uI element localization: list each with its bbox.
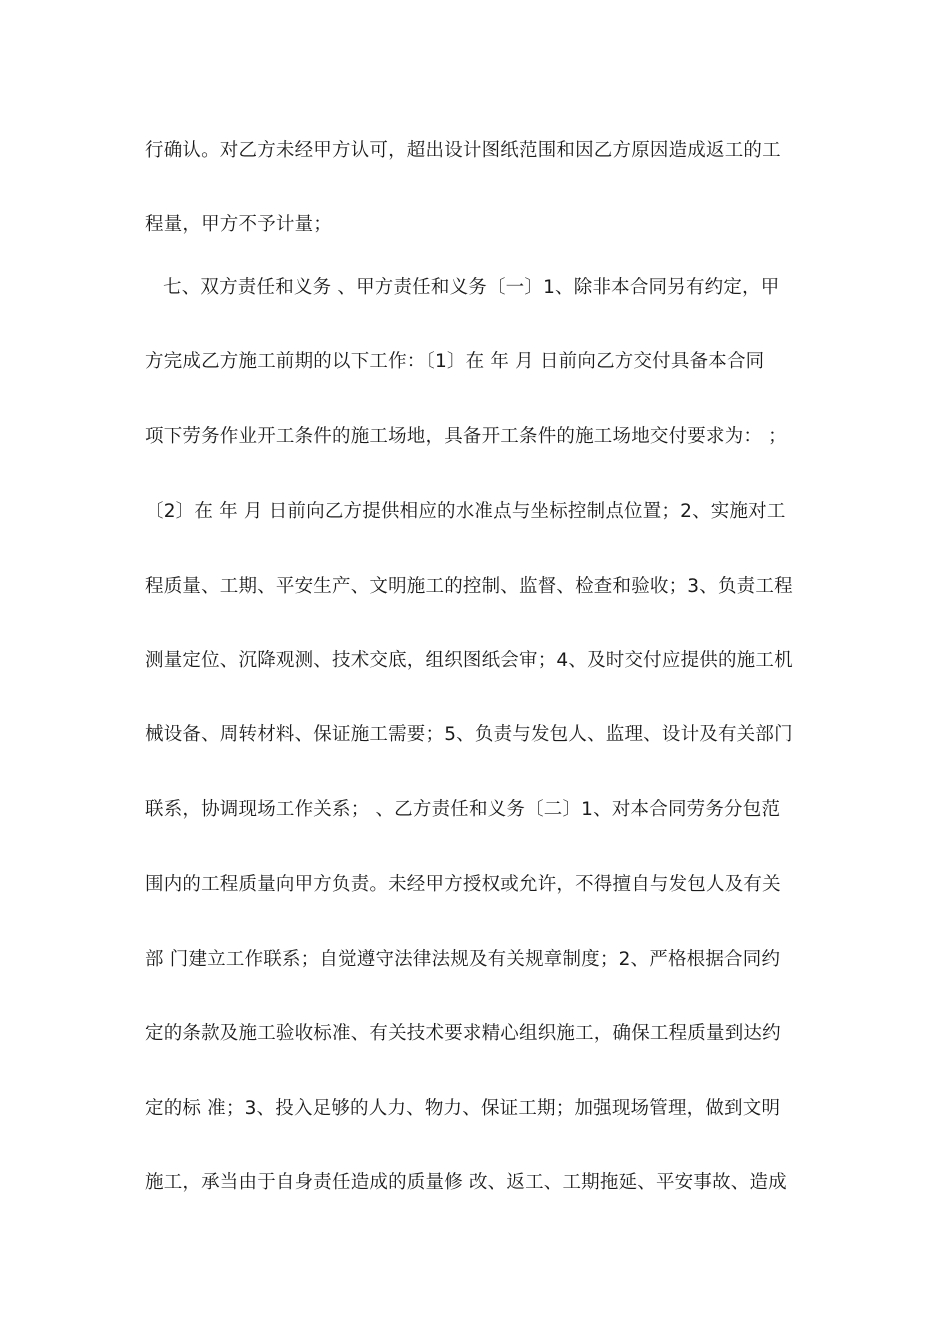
text-line: 项下劳务作业开工条件的施工场地，具备开工条件的施工场地交付要求为： ； bbox=[145, 426, 787, 447]
text-line: 围内的工程质量向甲方负责。未经甲方授权或允许，不得擅自与发包人及有关 bbox=[145, 874, 781, 895]
text-line: 七、双方责任和义务 、甲方责任和义务〔一〕1、除非本合同另有约定，甲 bbox=[163, 277, 780, 298]
text-line: 行确认。对乙方未经甲方认可，超出设计图纸范围和因乙方原因造成返工的工 bbox=[145, 140, 781, 161]
text-line: 械设备、周转材料、保证施工需要；5、负责与发包人、监理、设计及有关部门 bbox=[145, 724, 793, 745]
text-line: 部 门建立工作联系；自觉遵守法律法规及有关规章制度；2、严格根据合同约 bbox=[145, 949, 781, 970]
text-line: 定的条款及施工验收标准、有关技术要求精心组织施工，确保工程质量到达约 bbox=[145, 1023, 781, 1044]
text-line: 方完成乙方施工前期的以下工作：〔1〕在 年 月 日前向乙方交付具备本合同 bbox=[145, 351, 765, 372]
text-line: 定的标 准；3、投入足够的人力、物力、保证工期；加强现场管理，做到文明 bbox=[145, 1098, 781, 1119]
text-line: 测量定位、沉降观测、技术交底，组织图纸会审；4、及时交付应提供的施工机 bbox=[145, 650, 793, 671]
text-line: 〔2〕在 年 月 日前向乙方提供相应的水准点与坐标控制点位置；2、实施对工 bbox=[145, 501, 786, 522]
text-line: 程质量、工期、平安生产、文明施工的控制、监督、检查和验收；3、负责工程 bbox=[145, 576, 793, 597]
text-line: 联系，协调现场工作关系； 、乙方责任和义务〔二〕1、对本合同劳务分包范 bbox=[145, 799, 781, 820]
text-line: 程量，甲方不予计量； bbox=[145, 214, 333, 235]
text-line: 施工，承当由于自身责任造成的质量修 改、返工、工期拖延、平安事故、造成 bbox=[145, 1172, 787, 1193]
